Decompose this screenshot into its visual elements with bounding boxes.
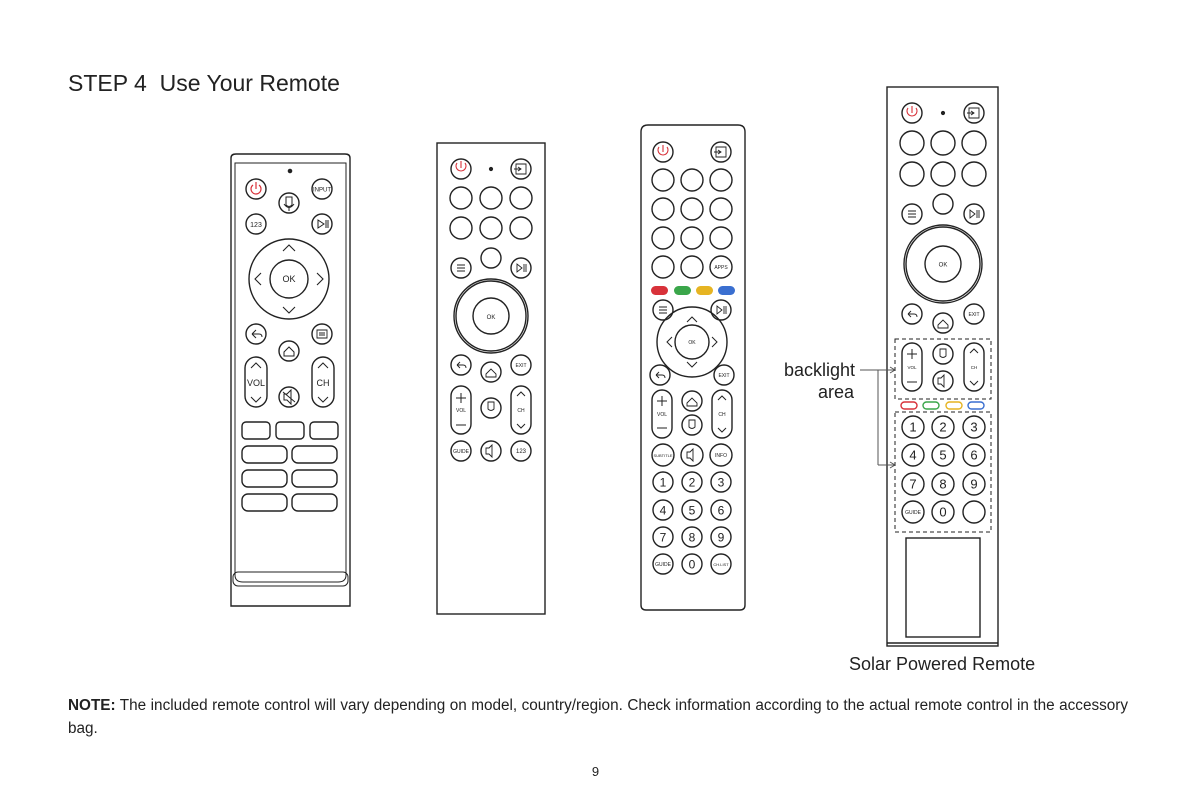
input-icon: [514, 164, 526, 174]
back-icon: [252, 330, 262, 338]
digit-0-label: 0: [688, 557, 696, 572]
home-icon: [486, 369, 496, 377]
remote-2: [437, 143, 545, 614]
yellow-key[interactable]: [696, 286, 713, 295]
input-label: INPUT: [313, 187, 331, 194]
shortcut-button[interactable]: [276, 422, 304, 439]
app-button[interactable]: [900, 162, 924, 186]
app-button[interactable]: [652, 227, 674, 249]
app-button[interactable]: [242, 470, 287, 487]
app-button[interactable]: [242, 494, 287, 511]
digit-6-label: 6: [970, 447, 978, 463]
solar-panel: [906, 538, 980, 637]
app-button[interactable]: [450, 217, 472, 239]
ok-label: OK: [688, 340, 696, 346]
backlight-callout: [860, 367, 895, 468]
yellow-key[interactable]: [946, 402, 962, 409]
power-icon: [251, 182, 261, 194]
vol-label: VOL: [907, 365, 917, 370]
ok-label: OK: [938, 262, 948, 269]
red-key[interactable]: [901, 402, 917, 409]
color-keys-solar: [901, 402, 984, 409]
app-button[interactable]: [510, 217, 532, 239]
color-keys: [651, 286, 735, 295]
app-button[interactable]: [450, 187, 472, 209]
menu-button[interactable]: [312, 324, 332, 344]
digit-7-label: 7: [659, 530, 667, 545]
backlight-label-2: area: [818, 382, 855, 402]
app-button[interactable]: [480, 217, 502, 239]
app-button[interactable]: [710, 227, 732, 249]
app-button[interactable]: [292, 446, 337, 463]
menu-icon: [317, 330, 327, 338]
page-title: STEP 4 Use Your Remote: [68, 70, 340, 96]
digit-8-label: 8: [939, 476, 947, 492]
exit-label: EXIT: [718, 373, 730, 379]
digit-2-label: 2: [939, 419, 947, 435]
power-icon: [658, 145, 668, 155]
ch-label: CH: [316, 378, 330, 388]
num-label: 123: [250, 222, 262, 229]
home-button[interactable]: [481, 362, 501, 382]
app-button[interactable]: [931, 131, 955, 155]
app-button[interactable]: [962, 162, 986, 186]
apps-label: APPS: [714, 265, 728, 271]
vol-label: VOL: [656, 412, 668, 418]
exit-label: EXIT: [968, 312, 980, 318]
play-pause-button[interactable]: [711, 300, 731, 320]
home-icon: [284, 347, 294, 356]
input-icon: [714, 147, 726, 157]
voice-button[interactable]: [933, 344, 953, 364]
note-text: The included remote control will vary depending on model, country/region. Check information according to the actual remote control in the accessory bag.: [68, 697, 1128, 737]
guide-label: GUIDE: [453, 449, 469, 455]
voice-button[interactable]: [933, 194, 953, 214]
digit-1-label: 1: [909, 419, 917, 435]
menu-icon: [908, 211, 916, 217]
voice-button[interactable]: [682, 415, 702, 435]
back-icon: [656, 372, 665, 378]
play-pause-button[interactable]: [511, 258, 531, 278]
shortcut-button[interactable]: [310, 422, 338, 439]
digit-5-label: 5: [939, 447, 947, 463]
subtitle-label: SUBTITLE: [653, 453, 673, 458]
menu-icon: [659, 307, 667, 313]
app-button[interactable]: [710, 169, 732, 191]
app-button[interactable]: [900, 131, 924, 155]
power-icon: [456, 161, 466, 171]
vol-label: VOL: [455, 408, 467, 414]
note-label: NOTE:: [68, 697, 116, 714]
ok-label: OK: [486, 315, 496, 321]
digit-2-label: 2: [688, 475, 696, 490]
app-button[interactable]: [242, 446, 287, 463]
ch-label: CH: [970, 365, 978, 370]
app-button[interactable]: [292, 494, 337, 511]
home-button[interactable]: [682, 391, 702, 411]
backlight-label: backlight: [784, 360, 856, 380]
remote-4-solar: [887, 87, 998, 646]
digit-0-label: 0: [939, 504, 947, 520]
app-button[interactable]: [681, 227, 703, 249]
digit-1-label: 1: [659, 475, 667, 490]
digit-3-label: 3: [970, 419, 978, 435]
play-pause-icon: [318, 220, 328, 228]
green-key[interactable]: [923, 402, 939, 409]
shortcut-button[interactable]: [242, 422, 270, 439]
home-icon: [938, 320, 948, 328]
digit-6-label: 6: [717, 503, 725, 518]
app-button[interactable]: [681, 256, 703, 278]
speaker-icon: [486, 445, 492, 457]
voice-button[interactable]: [481, 248, 501, 268]
app-button[interactable]: [480, 187, 502, 209]
voice-button[interactable]: [652, 256, 674, 278]
ch-label: CH: [718, 412, 726, 418]
num-label: 123: [515, 449, 527, 455]
play-pause-icon: [717, 306, 726, 314]
chlist-label: CH.LIST: [713, 562, 729, 567]
exit-label: EXIT: [515, 363, 527, 369]
digit-9-label: 9: [717, 530, 725, 545]
home-button[interactable]: [933, 313, 953, 333]
voice-button[interactable]: [481, 398, 501, 418]
home-icon: [687, 398, 697, 406]
app-button[interactable]: [931, 162, 955, 186]
page-number: 9: [591, 764, 600, 779]
digit-9-label: 9: [970, 476, 978, 492]
play-pause-button[interactable]: [312, 214, 332, 234]
speaker-icon: [687, 449, 693, 461]
app-button[interactable]: [652, 198, 674, 220]
guide-label: GUIDE: [905, 510, 921, 516]
mic-icon: [940, 349, 946, 358]
ch-label: CH: [517, 408, 525, 414]
mute-button[interactable]: [681, 444, 703, 466]
ok-label: OK: [282, 274, 296, 284]
play-pause-icon: [517, 264, 526, 272]
mic-icon: [488, 402, 494, 411]
digit-4-label: 4: [659, 503, 667, 518]
menu-icon: [457, 265, 465, 271]
mute-button[interactable]: [481, 441, 501, 461]
green-key[interactable]: [674, 286, 691, 295]
blue-key[interactable]: [718, 286, 735, 295]
app-button[interactable]: [710, 198, 732, 220]
input-icon: [967, 108, 979, 118]
back-icon: [457, 362, 466, 368]
info-label: INFO: [715, 453, 727, 459]
digit-8-label: 8: [688, 530, 696, 545]
play-pause-button[interactable]: [964, 204, 984, 224]
app-button[interactable]: [681, 169, 703, 191]
solar-remote-caption: Solar Powered Remote: [849, 654, 1036, 674]
note-paragraph: [68, 694, 1128, 740]
mic-icon: [689, 420, 695, 429]
back-icon: [908, 311, 917, 317]
digit-3-label: 3: [717, 475, 725, 490]
guide-label: GUIDE: [655, 562, 671, 568]
power-icon: [907, 106, 917, 116]
play-pause-icon: [970, 210, 979, 218]
blue-key[interactable]: [968, 402, 984, 409]
digit-7-label: 7: [909, 476, 917, 492]
digit-4-label: 4: [909, 447, 917, 463]
app-button[interactable]: [652, 169, 674, 191]
home-button[interactable]: [279, 341, 299, 361]
red-key[interactable]: [651, 286, 668, 295]
speaker-icon: [938, 375, 944, 387]
mute-icon: [283, 390, 295, 404]
app-button[interactable]: [681, 198, 703, 220]
mute-button[interactable]: [933, 371, 953, 391]
app-button[interactable]: [292, 470, 337, 487]
app-button[interactable]: [962, 131, 986, 155]
blank-button[interactable]: [963, 501, 985, 523]
digit-5-label: 5: [688, 503, 696, 518]
vol-label: VOL: [246, 378, 266, 388]
app-button[interactable]: [510, 187, 532, 209]
mic-icon: [284, 197, 294, 211]
